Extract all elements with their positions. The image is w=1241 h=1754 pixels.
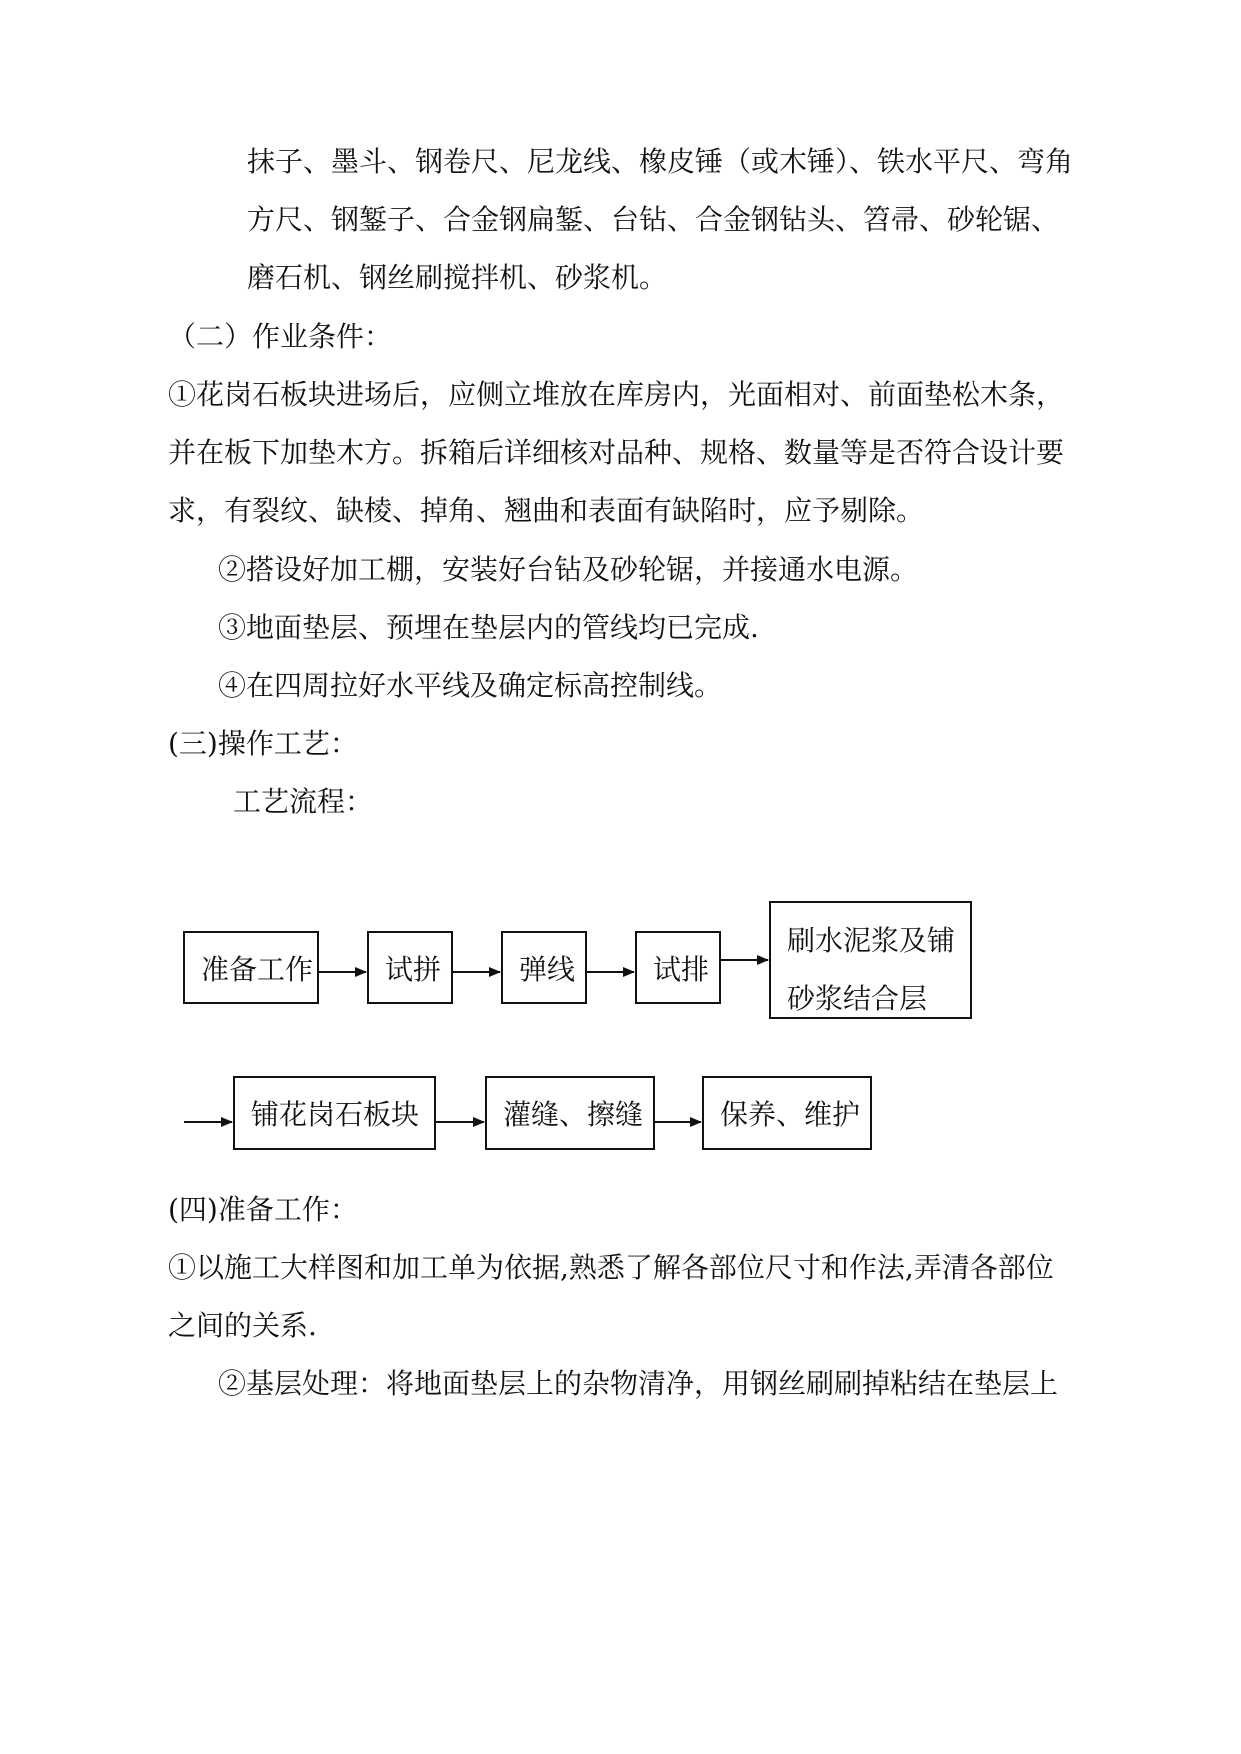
section-3-heading: (三)操作工艺： bbox=[168, 727, 358, 760]
flow-step-label-line-2: 砂浆结合层 bbox=[787, 982, 928, 1015]
flow-step-label: 保养、维护 bbox=[720, 1098, 861, 1131]
section-2-item-1-line-3: 求，有裂纹、缺棱、掉角、翘曲和表面有缺陷时，应予剔除。 bbox=[168, 494, 925, 527]
tools-line-3: 磨石机、钢丝刷搅拌机、砂浆机。 bbox=[247, 261, 668, 294]
flow-step-label: 灌缝、擦缝 bbox=[503, 1098, 644, 1131]
flow-step-label: 试拼 bbox=[385, 952, 442, 986]
section-4-item-2: ②基层处理：将地面垫层上的杂物清净，用钢丝刷刷掉粘结在垫层上 bbox=[218, 1367, 1059, 1400]
section-2-item-1-line-1: ①花岗石板块进场后，应侧立堆放在库房内，光面相对、前面垫松木条， bbox=[168, 378, 1065, 411]
flow-step-label: 铺花岗石板块 bbox=[251, 1098, 420, 1131]
section-2-item-3: ③地面垫层、预埋在垫层内的管线均已完成. bbox=[218, 611, 759, 644]
flow-step-label: 弹线 bbox=[519, 952, 576, 986]
flow-step-label: 试排 bbox=[653, 952, 710, 986]
section-4-heading: (四)准备工作： bbox=[168, 1193, 358, 1226]
section-2-item-2: ②搭设好加工棚，安装好台钻及砂轮锯，并接通水电源。 bbox=[218, 553, 919, 586]
flow-step-label: 准备工作 bbox=[201, 952, 314, 986]
section-2-item-4: ④在四周拉好水平线及确定标高控制线。 bbox=[218, 669, 723, 702]
section-2-heading: （二）作业条件： bbox=[168, 320, 393, 353]
section-2-item-1-line-2: 并在板下加垫木方。拆箱后详细核对品种、规格、数量等是否符合设计要 bbox=[168, 436, 1065, 469]
section-4-item-1-line-2: 之间的关系. bbox=[168, 1309, 317, 1342]
section-4-item-1-line-1: ①以施工大样图和加工单为依据,熟悉了解各部位尺寸和作法,弄清各部位 bbox=[168, 1251, 1054, 1284]
flow-step-label-line-1: 刷水泥浆及铺 bbox=[787, 924, 956, 957]
tools-line-1: 抹子、墨斗、钢卷尺、尼龙线、橡皮锤（或木锤）、铁水平尺、弯角 bbox=[247, 145, 1074, 178]
tools-line-2: 方尺、钢錾子、合金钢扁錾、台钻、合金钢钻头、笤帚、砂轮锯、 bbox=[247, 203, 1060, 236]
flow-label: 工艺流程： bbox=[233, 785, 374, 818]
